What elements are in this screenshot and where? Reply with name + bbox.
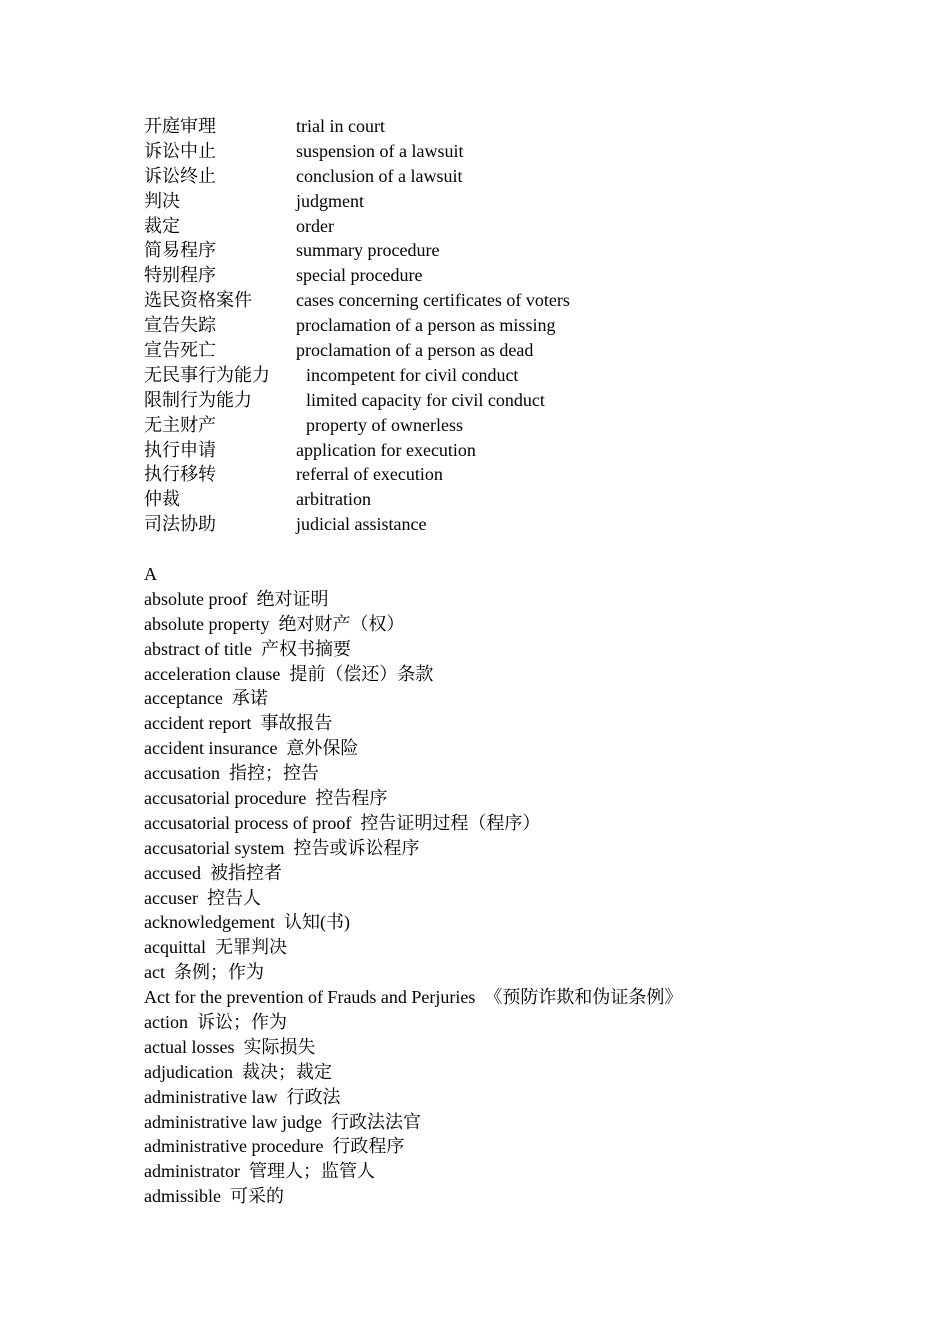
- section-letter-heading: A: [144, 564, 157, 584]
- dictionary-entry: acceptance 承诺: [144, 688, 268, 709]
- glossary-term-en: special procedure: [296, 265, 423, 286]
- dictionary-entry: accident report 事故报告: [144, 713, 333, 734]
- dictionary-entry: acknowledgement 认知(书): [144, 912, 350, 933]
- dictionary-entry: administrator 管理人；监管人: [144, 1161, 375, 1182]
- glossary-term-en: incompetent for civil conduct: [306, 364, 519, 385]
- glossary-term-zh: 简易程序: [144, 240, 216, 261]
- dictionary-entry: accusatorial system 控告或诉讼程序: [144, 837, 420, 858]
- dictionary-entry: administrative procedure 行政程序: [144, 1136, 405, 1157]
- glossary-term-zh: 诉讼终止: [144, 165, 216, 186]
- glossary-term-zh: 执行移转: [144, 464, 216, 485]
- glossary-term-zh: 宣告死亡: [144, 340, 216, 361]
- dictionary-entry: acceleration clause 提前（偿还）条款: [144, 663, 434, 684]
- dictionary-entry: accusatorial procedure 控告程序: [144, 788, 388, 809]
- dictionary-entry: administrative law 行政法: [144, 1086, 341, 1107]
- glossary-term-en: summary procedure: [296, 240, 440, 261]
- glossary-term-en: proclamation of a person as missing: [296, 315, 556, 336]
- glossary-term-zh: 无主财产: [144, 414, 216, 435]
- dictionary-entry: admissible 可采的: [144, 1186, 284, 1207]
- glossary-term-en: trial in court: [296, 116, 385, 136]
- glossary-term-en: property of ownerless: [306, 414, 463, 435]
- glossary-term-zh: 执行申请: [144, 439, 216, 460]
- glossary-term-en: cases concerning certificates of voters: [296, 290, 570, 311]
- glossary-term-en: arbitration: [296, 489, 371, 510]
- dictionary-entry: acquittal 无罪判决: [144, 937, 287, 958]
- dictionary-entry: Act for the prevention of Frauds and Perjuries 《预防诈欺和伪证条例》: [144, 987, 683, 1008]
- glossary-term-en: referral of execution: [296, 464, 443, 485]
- glossary-term-zh: 选民资格案件: [144, 290, 252, 311]
- glossary-term-zh: 判决: [144, 190, 180, 211]
- dictionary-entry: absolute proof 绝对证明: [144, 588, 329, 609]
- glossary-term-zh: 宣告失踪: [144, 315, 216, 336]
- dictionary-entry: act 条例；作为: [144, 962, 264, 983]
- glossary-term-zh: 诉讼中止: [144, 140, 216, 161]
- dictionary-entry: accuser 控告人: [144, 887, 261, 908]
- glossary-term-zh: 无民事行为能力: [144, 364, 270, 385]
- glossary-term-en: conclusion of a lawsuit: [296, 165, 463, 186]
- glossary-term-zh: 开庭审理: [144, 116, 216, 136]
- dictionary-section: [144, 562, 682, 1209]
- glossary-term-en: limited capacity for civil conduct: [306, 389, 545, 410]
- dictionary-entry: accident insurance 意外保险: [144, 738, 359, 759]
- dictionary-entry: action 诉讼；作为: [144, 1012, 287, 1033]
- dictionary-entry: actual losses 实际损失: [144, 1036, 316, 1057]
- glossary-term-zh: 仲裁: [144, 489, 180, 510]
- glossary-term-zh: 司法协助: [144, 514, 216, 535]
- glossary-term-en: application for execution: [296, 439, 476, 460]
- dictionary-entry: administrative law judge 行政法法官: [144, 1111, 421, 1132]
- glossary-term-en: judicial assistance: [296, 514, 427, 535]
- dictionary-entry: adjudication 裁决；裁定: [144, 1061, 332, 1082]
- glossary-term-en: judgment: [296, 190, 364, 211]
- glossary-term-en: order: [296, 215, 334, 236]
- dictionary-entry: absolute property 绝对财产（权）: [144, 613, 405, 634]
- glossary-term-zh: 特别程序: [144, 265, 216, 286]
- glossary-term-en: suspension of a lawsuit: [296, 140, 464, 161]
- glossary-term-en: proclamation of a person as dead: [296, 340, 534, 361]
- dictionary-entry: accusation 指控；控告: [144, 763, 319, 784]
- glossary-term-zh: 裁定: [144, 215, 180, 236]
- glossary-term-zh: 限制行为能力: [144, 389, 252, 410]
- dictionary-entry: accusatorial process of proof 控告证明过程（程序）: [144, 812, 541, 833]
- dictionary-entry: accused 被指控者: [144, 862, 282, 883]
- dictionary-entry: abstract of title 产权书摘要: [144, 638, 351, 659]
